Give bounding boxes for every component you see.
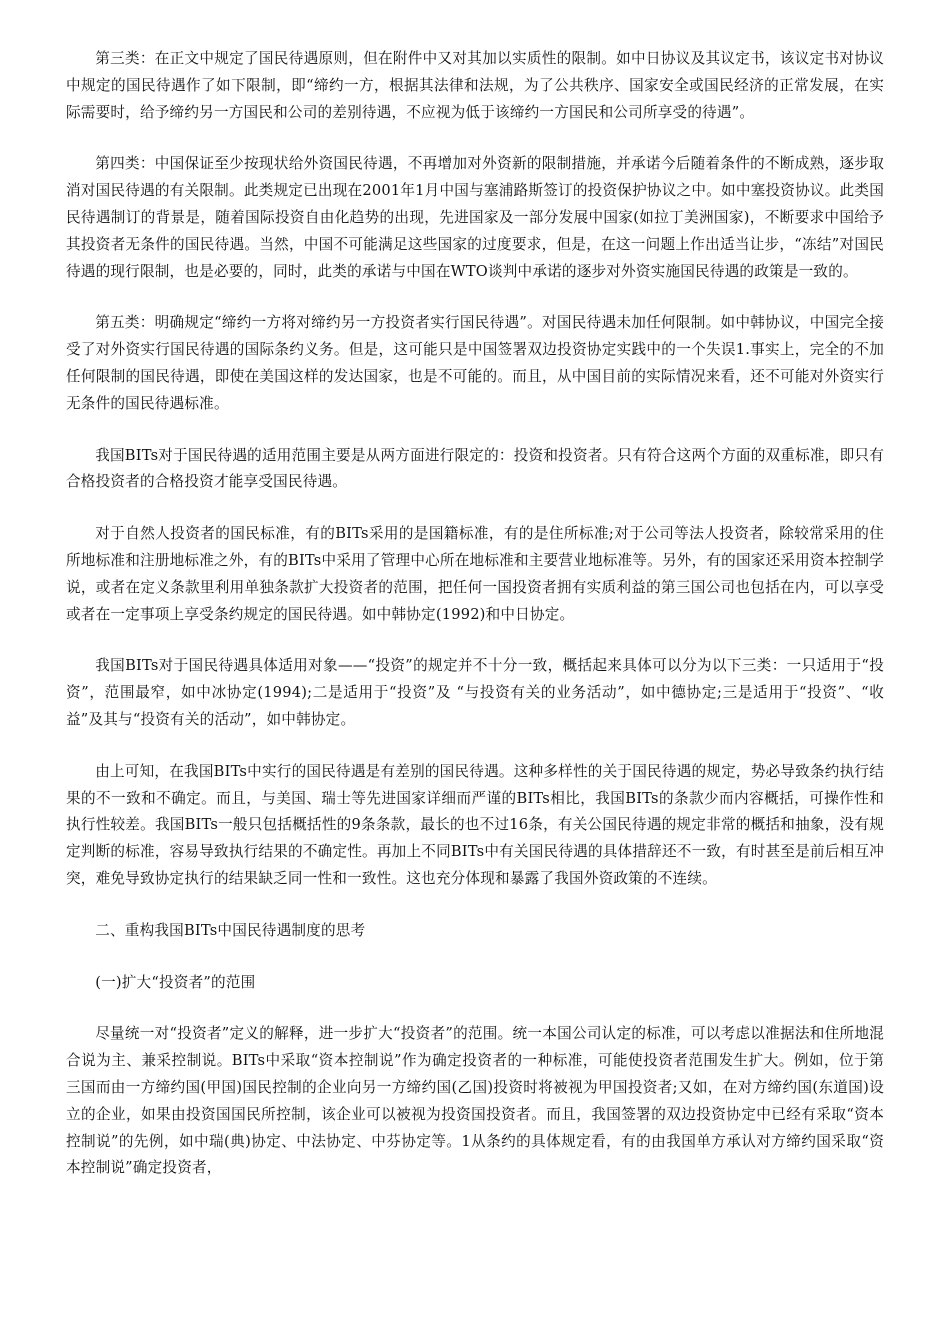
paragraph-category-four: 第四类：中国保证至少按现状给外资国民待遇，不再增加对外资新的限制措施，并承诺今后随着条件的不断成熟，逐步取消对国民待遇的有关限制。此类规定已出现在2001年1月中国与塞浦路斯签订的投资保护协议之中。如中塞投资协议。此类国民待遇制订的背景是，随着国际投资自由化趋势的出现，先进国家及一部分发展中国家(如拉丁美洲国家)，不断要求中国给予其投资者无条件的国民待遇。当然，中国不可能满足这些国家的过度要求，但是，在这一问题上作出适当让步，“冻结”对国民待遇的现行限制，也是必要的，同时，此类的承诺与中国在WTO谈判中承诺的逐步对外资实施国民待遇的政策是一致的。 bbox=[66, 155, 884, 280]
paragraph-differential-treatment: 由上可知，在我国BITs中实行的国民待遇是有差别的国民待遇。这种多样性的关于国民待遇的规定，势必导致条约执行结果的不一致和不确定。而且，与美国、瑞士等先进国家详细而严谨的BITs相比，我国BITs的条款少而内容概括，可操作性和执行性较差。我国BITs一般只包括概括性的9条条款，最长的也不过16条，有关公国民待遇的规定非常的概括和抽象，没有规定判断的标准，容易导致执行结果的不确定性。再加上不同BITs中有关国民待遇的具体措辞还不一致，有时甚至是前后相互冲突，难免导致协定执行的结果缺乏同一性和一致性。这也充分体现和暴露了我国外资政策的不连续。 bbox=[66, 762, 884, 887]
paragraph-category-three: 第三类：在正文中规定了国民待遇原则，但在附件中又对其加以实质性的限制。如中日协议及其议定书，该议定书对协议中规定的国民待遇作了如下限制，即“缔约一方，根据其法律和法规，为了公共秩序、国家安全或国民经济的正常发展，在实际需要时，给予缔约另一方国民和公司的差别待遇，不应视为低于该缔约一方国民和公司所享受的待遇”。 bbox=[66, 50, 884, 121]
subsection-heading: (一)扩大“投资者”的范围 bbox=[95, 973, 256, 991]
paragraph-investment-objects: 我国BITs对于国民待遇具体适用对象——“投资”的规定并不十分一致，概括起来具体可以分为以下三类：一只适用于“投资”，范围最窄，如中冰协定(1994);二是适用于“投资”及 “与投资有关的业务活动”，如中德协定;三是适用于“投资”、“收益”及其与“投资有关的活动”，如中韩协定。 bbox=[66, 657, 884, 728]
paragraph-investor-standards: 对于自然人投资者的国民标准，有的BITs采用的是国籍标准，有的是住所标准;对于公司等法人投资者，除较常采用的住所地标准和注册地标准之外，有的BITs中采用了管理中心所在地标准和主要营业地标准等。另外，有的国家还采用资本控制学说，或者在定义条款里利用单独条款扩大投资者的范围，把任何一国投资者拥有实质利益的第三国公司也包括在内，可以享受或者在一定事项上享受条约规定的国民待遇。如中韩协定(1992)和中日协定。 bbox=[66, 525, 884, 623]
paragraph-category-five: 第五类：明确规定“缔约一方将对缔约另一方投资者实行国民待遇”。对国民待遇未加任何限制。如中韩协议，中国完全接受了对外资实行国民待遇的国际条约义务。但是，这可能只是中国签署双边投资协定实践中的一个失误1.事实上，完全的不加任何限制的国民待遇，即使在美国这样的发达国家，也是不可能的。而且，从中国目前的实际情况来看，还不可能对外资实行无条件的国民待遇标准。 bbox=[66, 314, 884, 412]
document-page bbox=[66, 46, 884, 1207]
paragraph-expand-investors: 尽量统一对“投资者”定义的解释，进一步扩大“投资者”的范围。统一本国公司认定的标准，可以考虑以准据法和住所地混合说为主、兼采控制说。BITs中采取“资本控制说”作为确定投资者的一种标准，可能使投资者范围发生扩大。例如，位于第三国而由一方缔约国(甲国)国民控制的企业向另一方缔约国(乙国)投资时将被视为甲国投资者;又如，在对方缔约国(东道国)设立的企业，如果由投资国国民所控制，该企业可以被视为投资国投资者。而且，我国签署的双边投资协定中已经有采取“资本控制说”的先例，如中瑞(典)协定、中法协定、中芬协定等。1从条约的具体规定看，有的由我国单方承认对方缔约国采取“资本控制说”确定投资者， bbox=[66, 1025, 884, 1177]
section-heading: 二、重构我国BITs中国民待遇制度的思考 bbox=[95, 921, 366, 939]
paragraph-scope: 我国BITs对于国民待遇的适用范围主要是从两方面进行限定的：投资和投资者。只有符合这两个方面的双重标准，即只有合格投资者的合格投资才能享受国民待遇。 bbox=[66, 446, 884, 491]
